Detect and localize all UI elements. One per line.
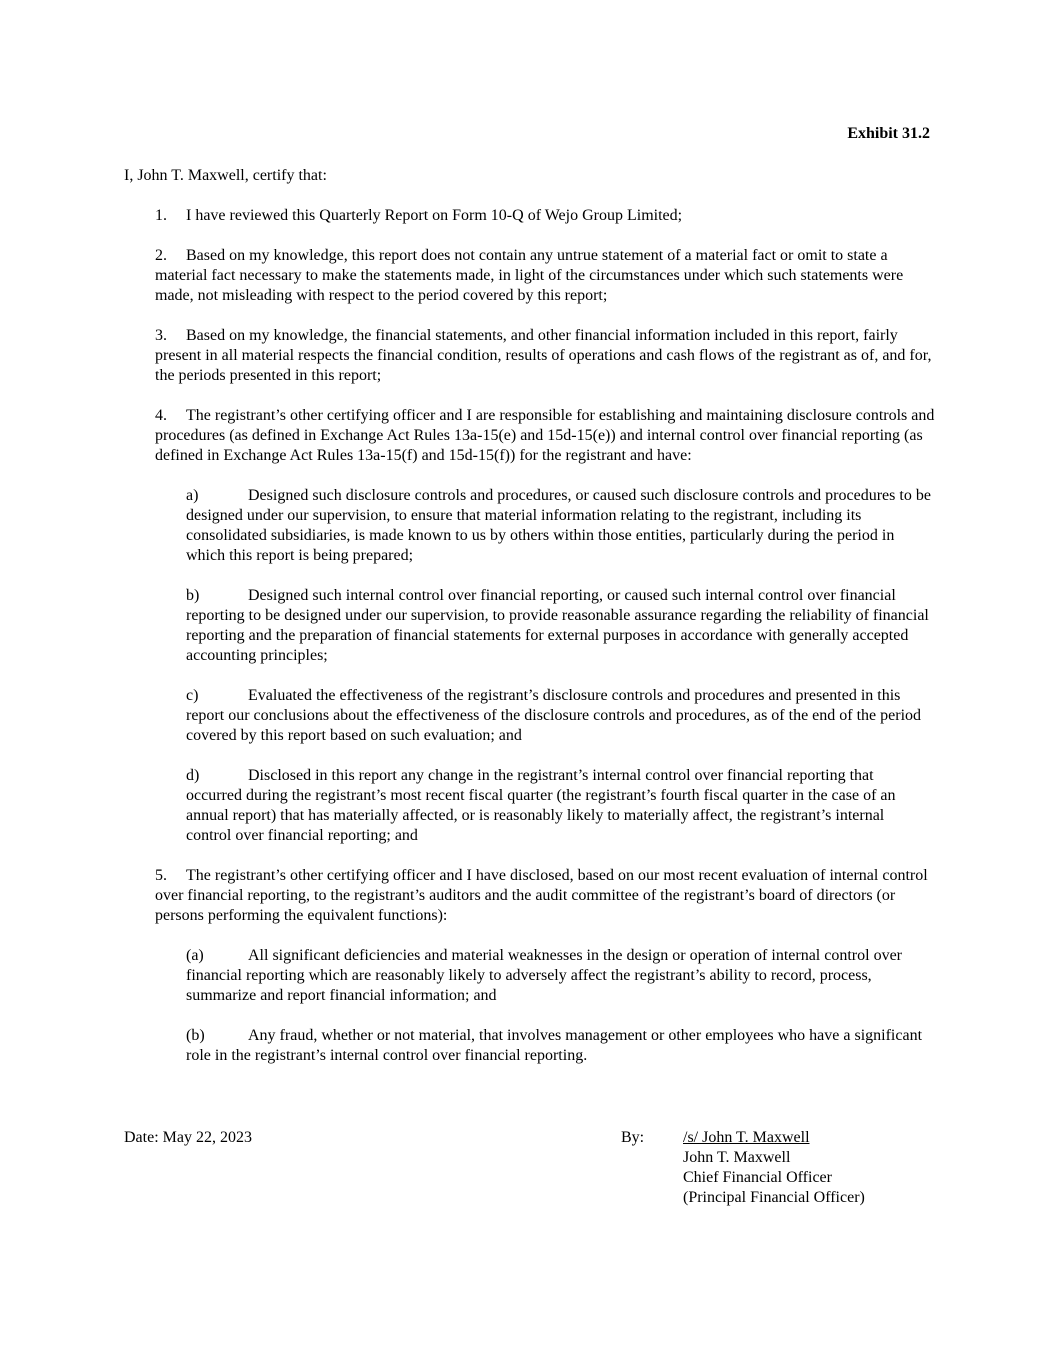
subparagraph-text: Disclosed in this report any change in the registrant’s internal control over financial reporting that occurred during the registrant’s most recent fiscal quarter (the registrant’s fourth fiscal quarter in the case of an annual report) that has materially affected, or is reasonably likely to materially affect, the registrant’s internal control over financial reporting; and — [186, 767, 896, 844]
paragraph-number: 4. — [155, 407, 167, 424]
paragraph-1 — [155, 206, 935, 226]
subparagraph-label: d) — [186, 767, 200, 784]
signer-role: (Principal Financial Officer) — [683, 1189, 865, 1206]
exhibit-label: Exhibit 31.2 — [847, 125, 930, 142]
paragraph-text: The registrant’s other certifying officer and I have disclosed, based on our most recent evaluation of internal control over financial reporting, to the registrant’s auditors and the audit committee of the registrant’s board of directors (or persons performing the equivalent functions): — [155, 867, 928, 924]
paragraph-text: I have reviewed this Quarterly Report on Form 10-Q of Wejo Group Limited; — [186, 207, 683, 224]
paragraph-2 — [155, 246, 935, 306]
intro-statement: I, John T. Maxwell, certify that: — [124, 167, 327, 184]
subparagraph-text: Designed such internal control over financial reporting, or caused such internal control over financial reporting to be designed under our supervision, to provide reasonable assurance regarding the reliability of financial reporting and the preparation of financial statements for external purposes in accordance with generally accepted accounting principles; — [186, 587, 929, 664]
paragraph-text: The registrant’s other certifying officer and I are responsible for establishing and maintaining disclosure controls and procedures (as defined in Exchange Act Rules 13a-15(e) and 15d-15(e)) and internal control over financial reporting (as defined in Exchange Act Rules 13a-15(f) and 15d-15(f)) for the registrant and have: — [155, 407, 935, 464]
subparagraph-5a — [186, 946, 931, 1006]
subparagraph-4c — [186, 686, 931, 746]
subparagraph-text: All significant deficiencies and material weaknesses in the design or operation of internal control over financial reporting which are reasonably likely to adversely affect the registrant’s ability to record, process, summarize and report financial information; and — [186, 947, 902, 1004]
paragraph-number: 3. — [155, 327, 167, 344]
subparagraph-text: Evaluated the effectiveness of the registrant’s disclosure controls and procedures and presented in this report our conclusions about the effectiveness of the disclosure controls and procedures, as of the end of the period covered by this report based on such evaluation; and — [186, 687, 922, 744]
by-label: By: — [621, 1129, 645, 1146]
subparagraph-label: b) — [186, 587, 200, 604]
subparagraph-label: (b) — [186, 1027, 205, 1044]
signer-name: John T. Maxwell — [683, 1149, 791, 1166]
signer-title: Chief Financial Officer — [683, 1169, 832, 1186]
subparagraph-label: c) — [186, 687, 199, 704]
subparagraph-4b — [186, 586, 931, 666]
subparagraph-text: Any fraud, whether or not material, that involves management or other employees who have a significant role in the registrant’s internal control over financial reporting. — [186, 1027, 923, 1064]
paragraph-text: Based on my knowledge, this report does not contain any untrue statement of a material fact or omit to state a material fact necessary to make the statements made, in light of the circumstances under which such statements were made, not misleading with respect to the period covered by this report; — [155, 247, 904, 304]
paragraph-3 — [155, 326, 935, 386]
subparagraph-text: Designed such disclosure controls and procedures, or caused such disclosure controls and procedures to be designed under our supervision, to ensure that material information relating to the registrant, including its consolidated subsidiaries, is made known to us by others within those entities, particularly during the period in which this report is being prepared; — [186, 487, 931, 564]
paragraph-number: 5. — [155, 867, 167, 884]
paragraph-number: 2. — [155, 247, 167, 264]
paragraph-5 — [155, 866, 935, 926]
subparagraph-4a — [186, 486, 931, 566]
paragraph-4 — [155, 406, 935, 466]
signature-date: Date: May 22, 2023 — [124, 1129, 252, 1146]
subparagraph-5b — [186, 1026, 931, 1066]
subparagraph-label: a) — [186, 487, 199, 504]
signature-line: /s/ John T. Maxwell — [683, 1129, 810, 1146]
subparagraph-label: (a) — [186, 947, 204, 964]
paragraph-number: 1. — [155, 207, 167, 224]
signature-block — [683, 1128, 865, 1208]
paragraph-text: Based on my knowledge, the financial statements, and other financial information included in this report, fairly present in all material respects the financial condition, results of operations and cash flows of the registrant as of, and for, the periods presented in this report; — [155, 327, 932, 384]
subparagraph-4d — [186, 766, 931, 846]
